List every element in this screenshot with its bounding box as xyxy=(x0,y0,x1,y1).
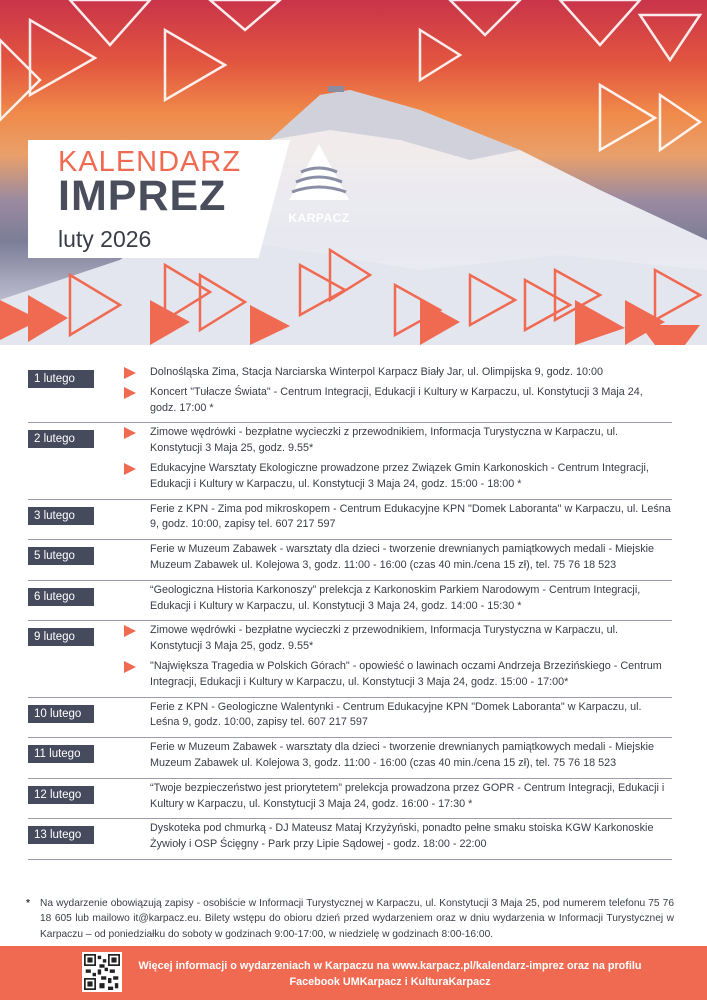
event-row xyxy=(28,779,672,820)
qr-code-icon[interactable] xyxy=(82,952,122,992)
event-items xyxy=(124,821,672,853)
event-items xyxy=(124,623,672,690)
event-items xyxy=(124,740,672,772)
event-items xyxy=(124,583,672,615)
footnote-text: Na wydarzenie obowiązują zapisy - osobiście w Informacji Turystycznej w Karpaczu, ul. Konstytucji 3 Maja 25, pod numerem telefonu 75 76 18 605 lub mailowo it@karpacz.eu. Bilety wstępu do obioru dzień przed wydarzeniem oraz w dniu wydarzenia w Informacji Turystycznej w Karpaczu – od poniedziałku do soboty w godzinach 9:00-17:00, w niedzielę w godzinach 8:00-16:00. xyxy=(40,898,674,940)
event-description: "Największa Tragedia w Polskich Górach" - opowieść o lawinach oczami Andrzeja Brzezińskiego - Centrum Integracji, Edukacji i Kultury w Karpaczu, ul. Konstytucji 3 Maja 24, godz. 15:00 - 17:00* xyxy=(150,659,662,688)
event-date-badge: 11 lutego xyxy=(28,745,94,763)
event-date-badge: 6 lutego xyxy=(28,588,94,606)
title-kalendarz: KALENDARZ xyxy=(58,146,242,178)
title-imprez: IMPREZ xyxy=(58,172,227,220)
event-item-with-arrow-icon xyxy=(124,425,672,457)
event-item-with-arrow-icon xyxy=(124,385,672,417)
event-item xyxy=(124,781,672,813)
event-row xyxy=(28,738,672,779)
event-items xyxy=(124,365,672,416)
event-date-badge: 13 lutego xyxy=(28,826,94,844)
events-list xyxy=(28,363,672,860)
event-date-badge: 5 lutego xyxy=(28,547,94,565)
event-description: “Twoje bezpieczeństwo jest priorytetem” prelekcja prowadzona przez GOPR - Centrum Integracji, Edukacji i Kultury w Karpaczu, ul. Konstytucji 3 Maja 24, godz. 16:00 - 17:30 * xyxy=(150,781,665,810)
event-date-badge: 3 lutego xyxy=(28,507,94,525)
event-date-badge: 10 lutego xyxy=(28,705,94,723)
event-description: Zimowe wędrówki - bezpłatne wycieczki z przewodnikiem, Informacja Turystyczna w Karpaczu, ul. Konstytucji 3 Maja 25, godz. 9.55* xyxy=(150,624,619,653)
event-row xyxy=(28,500,672,541)
event-description: Ferie z KPN - Zima pod mikroskopem - Centrum Edukacyjne KPN "Domek Laboranta" w Karpaczu, ul. Leśna 9, godz. 10:00, zapisy tel. 607 217 597 xyxy=(150,502,671,531)
event-row xyxy=(28,819,672,860)
event-description: “Geologiczna Historia Karkonoszy” prelekcja z Karkonoskim Parkiem Narodowym - Centrum Integracji, Edukacji i Kultury w Karpaczu, ul. Konstytucji 3 Maja 24, godz. 14:00 - 15:30 * xyxy=(150,583,641,612)
event-item xyxy=(124,502,672,534)
event-item xyxy=(124,700,672,732)
event-date-badge: 12 lutego xyxy=(28,786,94,804)
event-description: Edukacyjne Warsztaty Ekologiczne prowadzone przez Związek Gmin Karkonoskich - Centrum Integracji, Edukacji i Kultury w Karpaczu, ul. Konstytucji 3 Maja 24, godz. 15:00 - 18:00 * xyxy=(150,461,649,490)
event-date-badge: 1 lutego xyxy=(28,370,94,388)
footnote xyxy=(26,896,674,942)
event-item-with-arrow-icon xyxy=(124,365,672,381)
event-item xyxy=(124,740,672,772)
event-date-badge: 2 lutego xyxy=(28,430,94,448)
event-description: Ferie w Muzeum Zabawek - warsztaty dla dzieci - tworzenie drewnianych pamiątkowych medali - Miejskie Muzeum Zabawek ul. Kolejowa 3, godz. 11:00 - 16:00 (czas 40 min./cena 15 zł), tel. 75 76 18 523 xyxy=(150,543,655,571)
event-item-with-arrow-icon xyxy=(124,461,672,493)
title-period: luty 2026 xyxy=(58,226,152,252)
event-item xyxy=(124,542,672,574)
event-items xyxy=(124,425,672,492)
event-row xyxy=(28,423,672,499)
event-items xyxy=(124,502,672,534)
event-item xyxy=(124,821,672,853)
event-items xyxy=(124,700,672,732)
footnote-symbol: * xyxy=(26,898,30,909)
event-items xyxy=(124,542,672,574)
event-row xyxy=(28,363,672,423)
event-items xyxy=(124,781,672,813)
event-description: Dolnośląska Zima, Stacja Narciarska Winterpol Karpacz Biały Jar, ul. Olimpijska 9, godz. 10:00 xyxy=(150,366,604,378)
logo-text: KARPACZ xyxy=(288,211,350,225)
event-row xyxy=(28,621,672,697)
hero-banner xyxy=(0,0,707,345)
event-date-badge: 9 lutego xyxy=(28,628,94,646)
event-description: Ferie w Muzeum Zabawek - warsztaty dla dzieci - tworzenie drewnianych pamiątkowych medali - Miejskie Muzeum Zabawek ul. Kolejowa 3, godz. 11:00 - 16:00 (czas 40 min./cena 15 zł), tel. 75 76 18 523 xyxy=(150,741,655,769)
event-description: Zimowe wędrówki - bezpłatne wycieczki z przewodnikiem, Informacja Turystyczna w Karpaczu, ul. Konstytucji 3 Maja 25, godz. 9.55* xyxy=(150,426,619,455)
event-row xyxy=(28,698,672,739)
event-description: Koncert "Tułacze Świata" - Centrum Integracji, Edukacji i Kultury w Karpaczu, ul. Konstytucji 3 Maja 24, godz. 17:00 * xyxy=(150,385,643,414)
event-row xyxy=(28,540,672,581)
event-item-with-arrow-icon xyxy=(124,659,672,691)
karpacz-logo xyxy=(283,142,355,225)
event-description: Ferie z KPN - Geologiczne Walentynki - Centrum Edukacyjne KPN "Domek Laboranta" w Karpaczu, ul. Leśna 9, godz. 10:00, zapisy tel. 607 217 597 xyxy=(150,700,642,729)
footer-bar xyxy=(0,946,707,1000)
footer-info xyxy=(130,958,650,990)
footer-line-1: Więcej informacji o wydarzeniach w Karpaczu na www.karpacz.pl/kalendarz-imprez oraz na profilu xyxy=(138,960,642,972)
event-item-with-arrow-icon xyxy=(124,623,672,655)
footer-line-2: Facebook UMKarpacz i KulturaKarpacz xyxy=(289,976,491,988)
mountain-logo-icon xyxy=(287,142,351,204)
event-row xyxy=(28,581,672,622)
event-item xyxy=(124,583,672,615)
event-description: Dyskoteka pod chmurką - DJ Mateusz Mataj Krzyżyński, ponadto pełne smaku stoiska KGW Karkonoskie Żywioły i OSP Ścięgny - Park przy Lipie Sądowej - godz. 18:00 - 22:00 xyxy=(150,822,654,851)
